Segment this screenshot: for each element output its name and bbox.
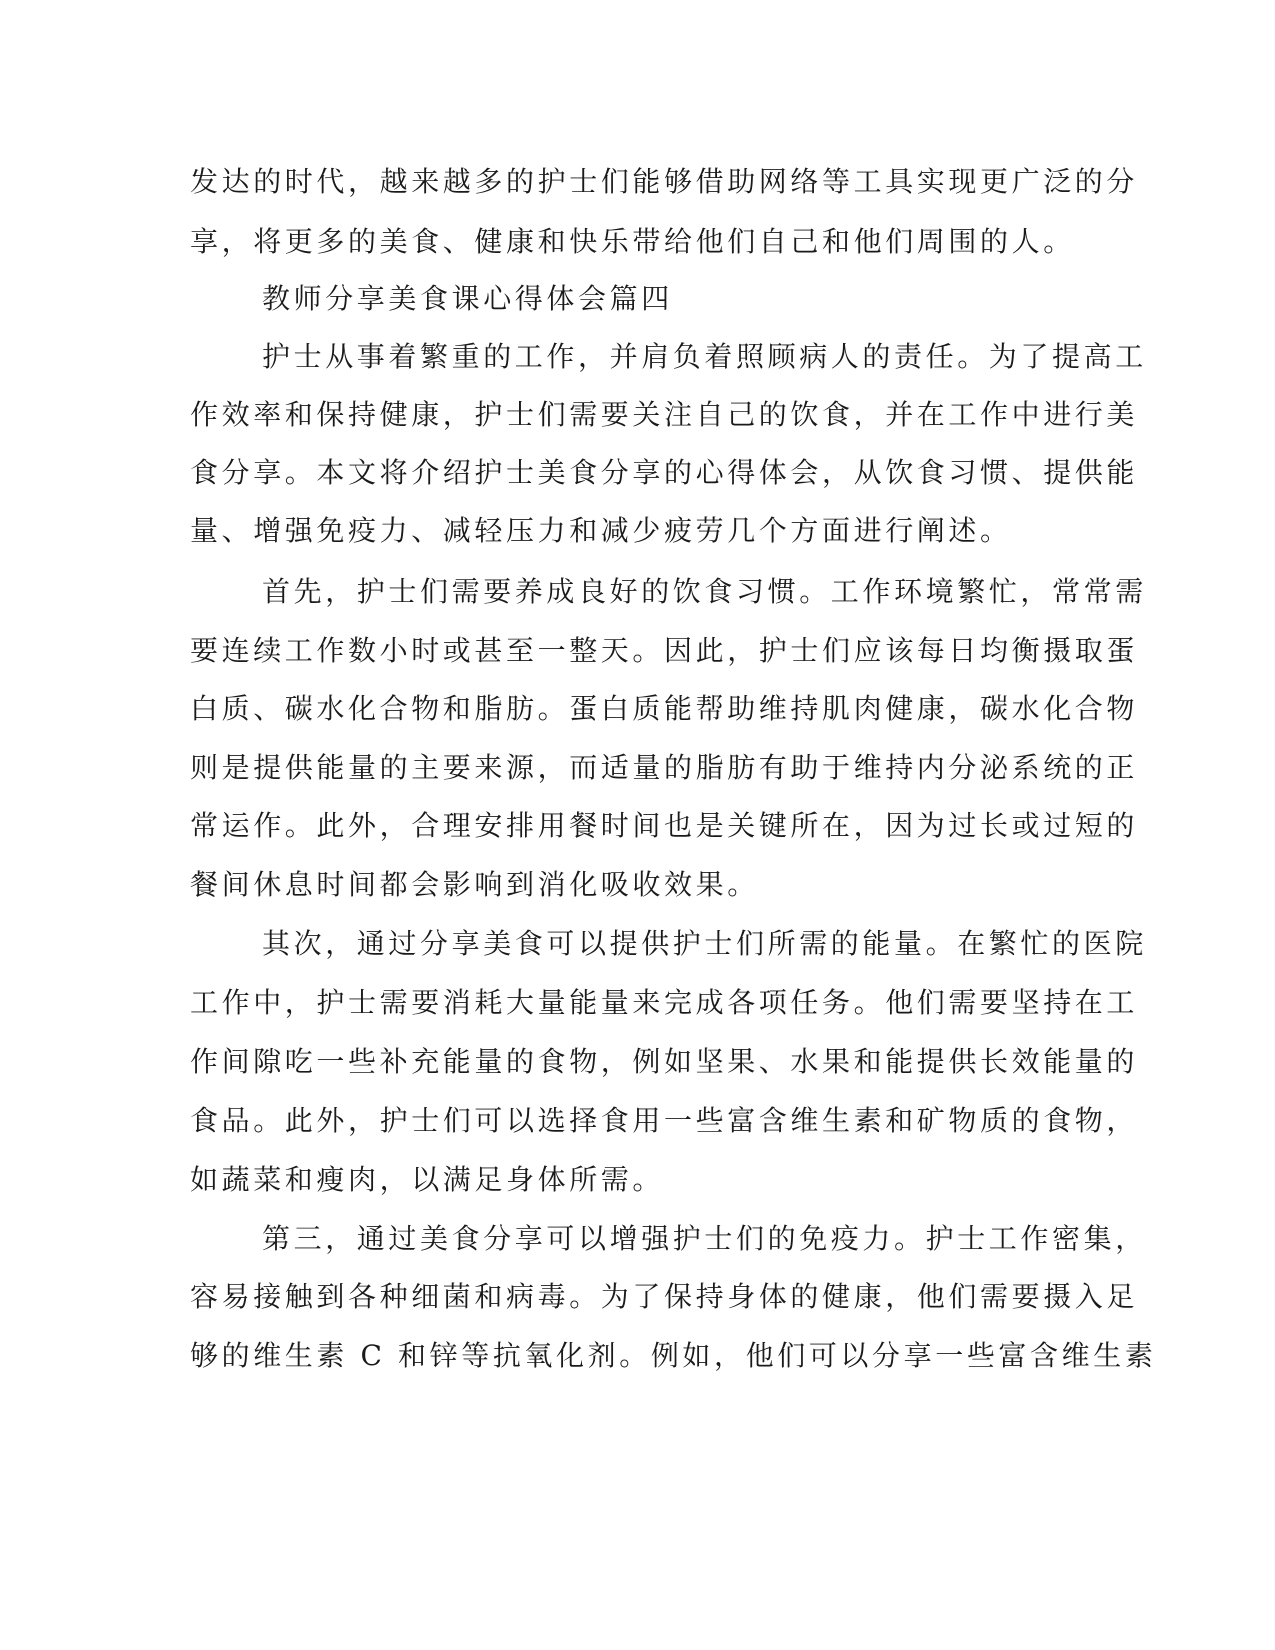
- text-line: 要连续工作数小时或甚至一整天。因此，护士们应该每日均衡摄取蛋: [190, 634, 1139, 667]
- text-line: 量、增强免疫力、减轻压力和减少疲劳几个方面进行阐述。: [190, 514, 1012, 547]
- text-line: 如蔬菜和瘦肉，以满足身体所需。: [190, 1163, 665, 1196]
- text-line: 发达的时代，越来越多的护士们能够借助网络等工具实现更广泛的分: [190, 165, 1139, 198]
- text-line: 够的维生素 C 和锌等抗氧化剂。例如，他们可以分享一些富含维生素: [190, 1339, 1157, 1372]
- text-line: 常运作。此外，合理安排用餐时间也是关键所在，因为过长或过短的: [190, 809, 1139, 842]
- text-line: 享，将更多的美食、健康和快乐带给他们自己和他们周围的人。: [190, 225, 1075, 258]
- text-line: 则是提供能量的主要来源，而适量的脂肪有助于维持内分泌系统的正: [190, 751, 1139, 784]
- paragraph-start: 首先，护士们需要养成良好的饮食习惯。工作环境繁忙，常常需: [262, 575, 1147, 608]
- paragraph-start: 其次，通过分享美食可以提供护士们所需的能量。在繁忙的医院: [262, 927, 1147, 960]
- text-line: 工作中，护士需要消耗大量能量来完成各项任务。他们需要坚持在工: [190, 986, 1139, 1019]
- text-line: 白质、碳水化合物和脂肪。蛋白质能帮助维持肌肉健康，碳水化合物: [190, 692, 1139, 725]
- section-heading: 教师分享美食课心得体会篇四: [262, 282, 673, 315]
- paragraph-start: 第三，通过美食分享可以增强护士们的免疫力。护士工作密集，: [262, 1222, 1147, 1255]
- text-line: 作间隙吃一些补充能量的食物，例如坚果、水果和能提供长效能量的: [190, 1045, 1139, 1078]
- paragraph-start: 护士从事着繁重的工作，并肩负着照顾病人的责任。为了提高工: [262, 340, 1147, 373]
- text-line: 容易接触到各种细菌和病毒。为了保持身体的健康，他们需要摄入足: [190, 1280, 1139, 1313]
- text-line: 食分享。本文将介绍护士美食分享的心得体会，从饮食习惯、提供能: [190, 456, 1139, 489]
- text-line: 餐间休息时间都会影响到消化吸收效果。: [190, 868, 759, 901]
- text-line: 食品。此外，护士们可以选择食用一些富含维生素和矿物质的食物，: [190, 1104, 1139, 1137]
- text-line: 作效率和保持健康，护士们需要关注自己的饮食，并在工作中进行美: [190, 398, 1139, 431]
